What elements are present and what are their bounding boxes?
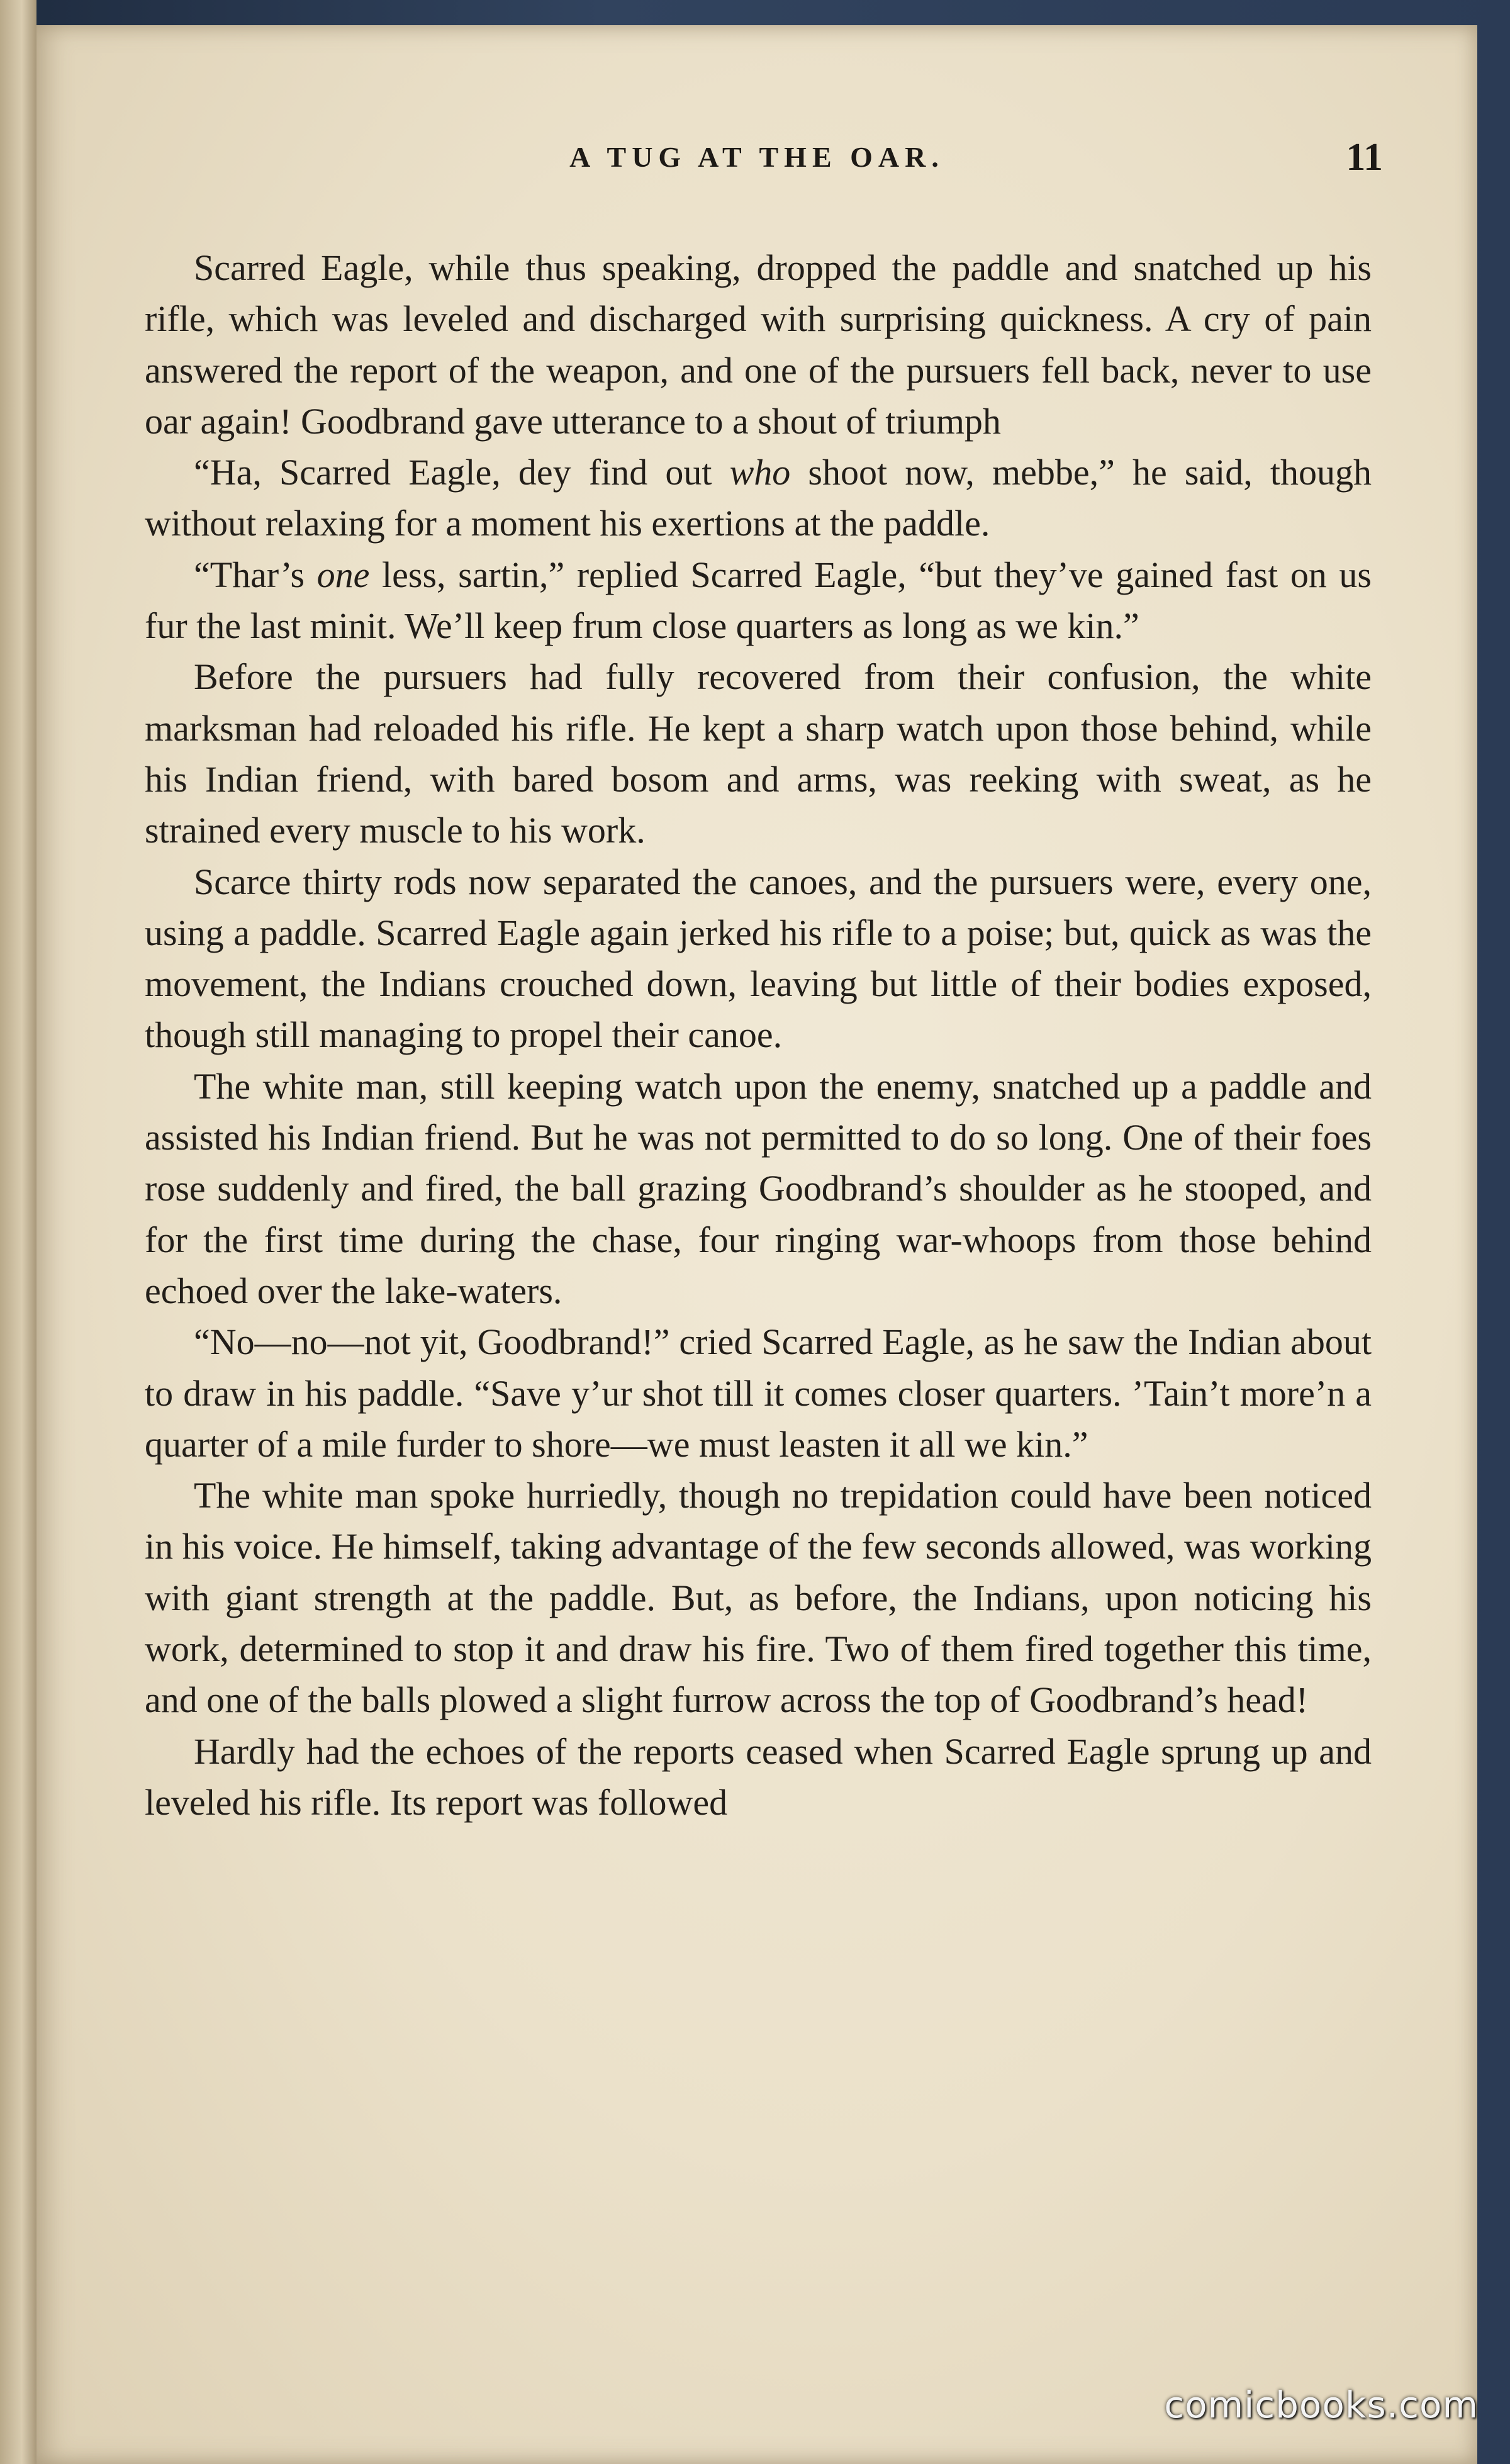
emphasis: who xyxy=(729,452,791,493)
running-head xyxy=(36,135,1477,179)
paragraph: “Ha, Scarred Eagle, dey find out who shoot now, mebbe,” he said, though without relaxing for a moment his exertions at the paddle. xyxy=(145,452,1372,544)
page-number: 11 xyxy=(1346,136,1383,179)
emphasis: one xyxy=(316,554,370,595)
paragraph: The white man spoke hurriedly, though no trepidation could have been noticed in his voice. He himself, taking advantage of the few seconds allowed, was working with giant strength at the paddle. But, as before, the Indians, upon noticing his work, determined to stop it and draw his fire. Two of them fired together this time, and one of the balls plowed a slight furrow across the top of Goodbrand’s head! xyxy=(145,1475,1372,1721)
paragraph: Scarred Eagle, while thus speaking, dropped the paddle and snatched up his rifle, which was leveled and discharged with surprising quickness. A cry of pain answered the report of the weapon, and one of the pursuers fell back, never to use oar again! Goodbrand gave utterance to a shout of triumph xyxy=(145,247,1372,442)
running-title: A TUG AT THE OAR. xyxy=(569,141,944,173)
paragraph: Scarce thirty rods now separated the canoes, and the pursuers were, every one, using a paddle. Scarred Eagle again jerked his rifle to a poise; but, quick as was the movement, the Indians crouched down, leaving but little of their bodies exposed, though still managing to propel their canoe. xyxy=(145,861,1372,1056)
paragraph: The white man, still keeping watch upon the enemy, snatched up a paddle and assisted his Indian friend. But he was not permitted to do so long. One of their foes rose suddenly and fired, the ball grazing Goodbrand’s shoulder as he stooped, and for the first time during the chase, four ringing war-whoops from those behind echoed over the lake-waters. xyxy=(145,1065,1372,1311)
body-text xyxy=(145,242,1372,1828)
paragraph: “No—no—not yit, Goodbrand!” cried Scarred Eagle, as he saw the Indian about to draw in his paddle. “Save y’ur shot till it comes closer quarters. ’Tain’t more’n a quarter of a mile furder to shore—we must leasten it all we kin.” xyxy=(145,1321,1372,1465)
paragraph: Hardly had the echoes of the reports ceased when Scarred Eagle sprung up and leveled his rifle. Its report was followed xyxy=(145,1730,1372,1823)
paragraph: Before the pursuers had fully recovered from their confusion, the white marksman had reloaded his rifle. He kept a sharp watch upon those behind, while his Indian friend, with bared bosom and arms, was reeking with sweat, as he strained every muscle to his work. xyxy=(145,656,1372,851)
previous-page-edge xyxy=(0,0,36,2464)
paragraph: “Thar’s one less, sartin,” replied Scarred Eagle, “but they’ve gained fast on us fur the last minit. We’ll keep frum close quarters as long as we kin.” xyxy=(145,554,1372,647)
book-page xyxy=(36,25,1477,2464)
watermark: comicbooks.com xyxy=(1164,2383,1479,2426)
